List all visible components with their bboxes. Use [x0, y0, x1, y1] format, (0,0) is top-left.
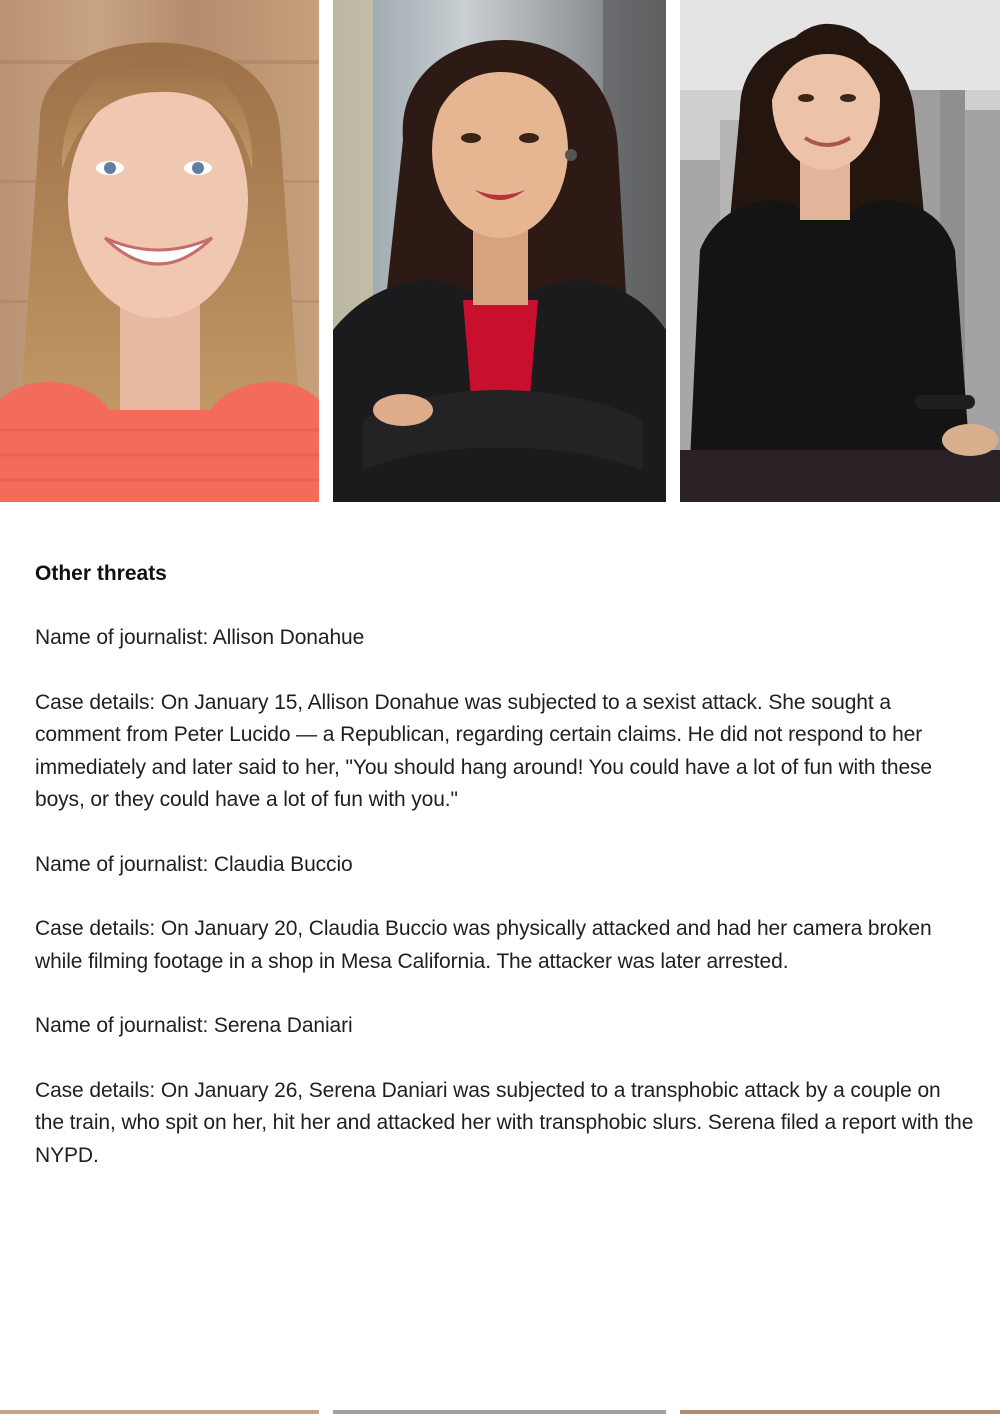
- portrait-photo-serena-daniari: [680, 0, 1000, 502]
- portrait-photo-icon: [0, 0, 319, 502]
- portrait-photo-allison-donahue: [0, 0, 319, 502]
- journalist-name-line: Name of journalist: Claudia Buccio: [35, 852, 353, 876]
- journalist-name-line: Name of journalist: Allison Donahue: [35, 626, 365, 649]
- bottom-edge-strip: [0, 1410, 1000, 1414]
- photo-row: [0, 0, 1000, 502]
- case-details-paragraph: Case details: On January 26, Serena Daniari was subjected to a transphobic attack by a couple on the train, who spit on her, hit her and attacked her with transphobic slurs. Serena filed a report with the NYPD.: [35, 1078, 974, 1167]
- portrait-photo-icon: [333, 0, 666, 502]
- article-body: [35, 557, 975, 1204]
- section-heading: Other threats: [35, 562, 167, 585]
- journalist-name-line: Name of journalist: Serena Daniari: [35, 1014, 353, 1037]
- portrait-photo-icon: [680, 0, 1000, 502]
- portrait-photo-claudia-buccio: [333, 0, 666, 502]
- case-details-paragraph: Case details: On January 15, Allison Donahue was subjected to a sexist attack. She sought a comment from Peter Lucido — a Republican, regarding certain claims. He did not respond to her immediately and later said to her, "You should hang around! You could have a lot of fun with these boys, or they could have a lot of fun with you.": [35, 690, 933, 811]
- case-details-paragraph: Case details: On January 20, Claudia Buccio was physically attacked and had her camera broken while filming footage in a shop in Mesa California. The attacker was later arrested.: [35, 917, 932, 973]
